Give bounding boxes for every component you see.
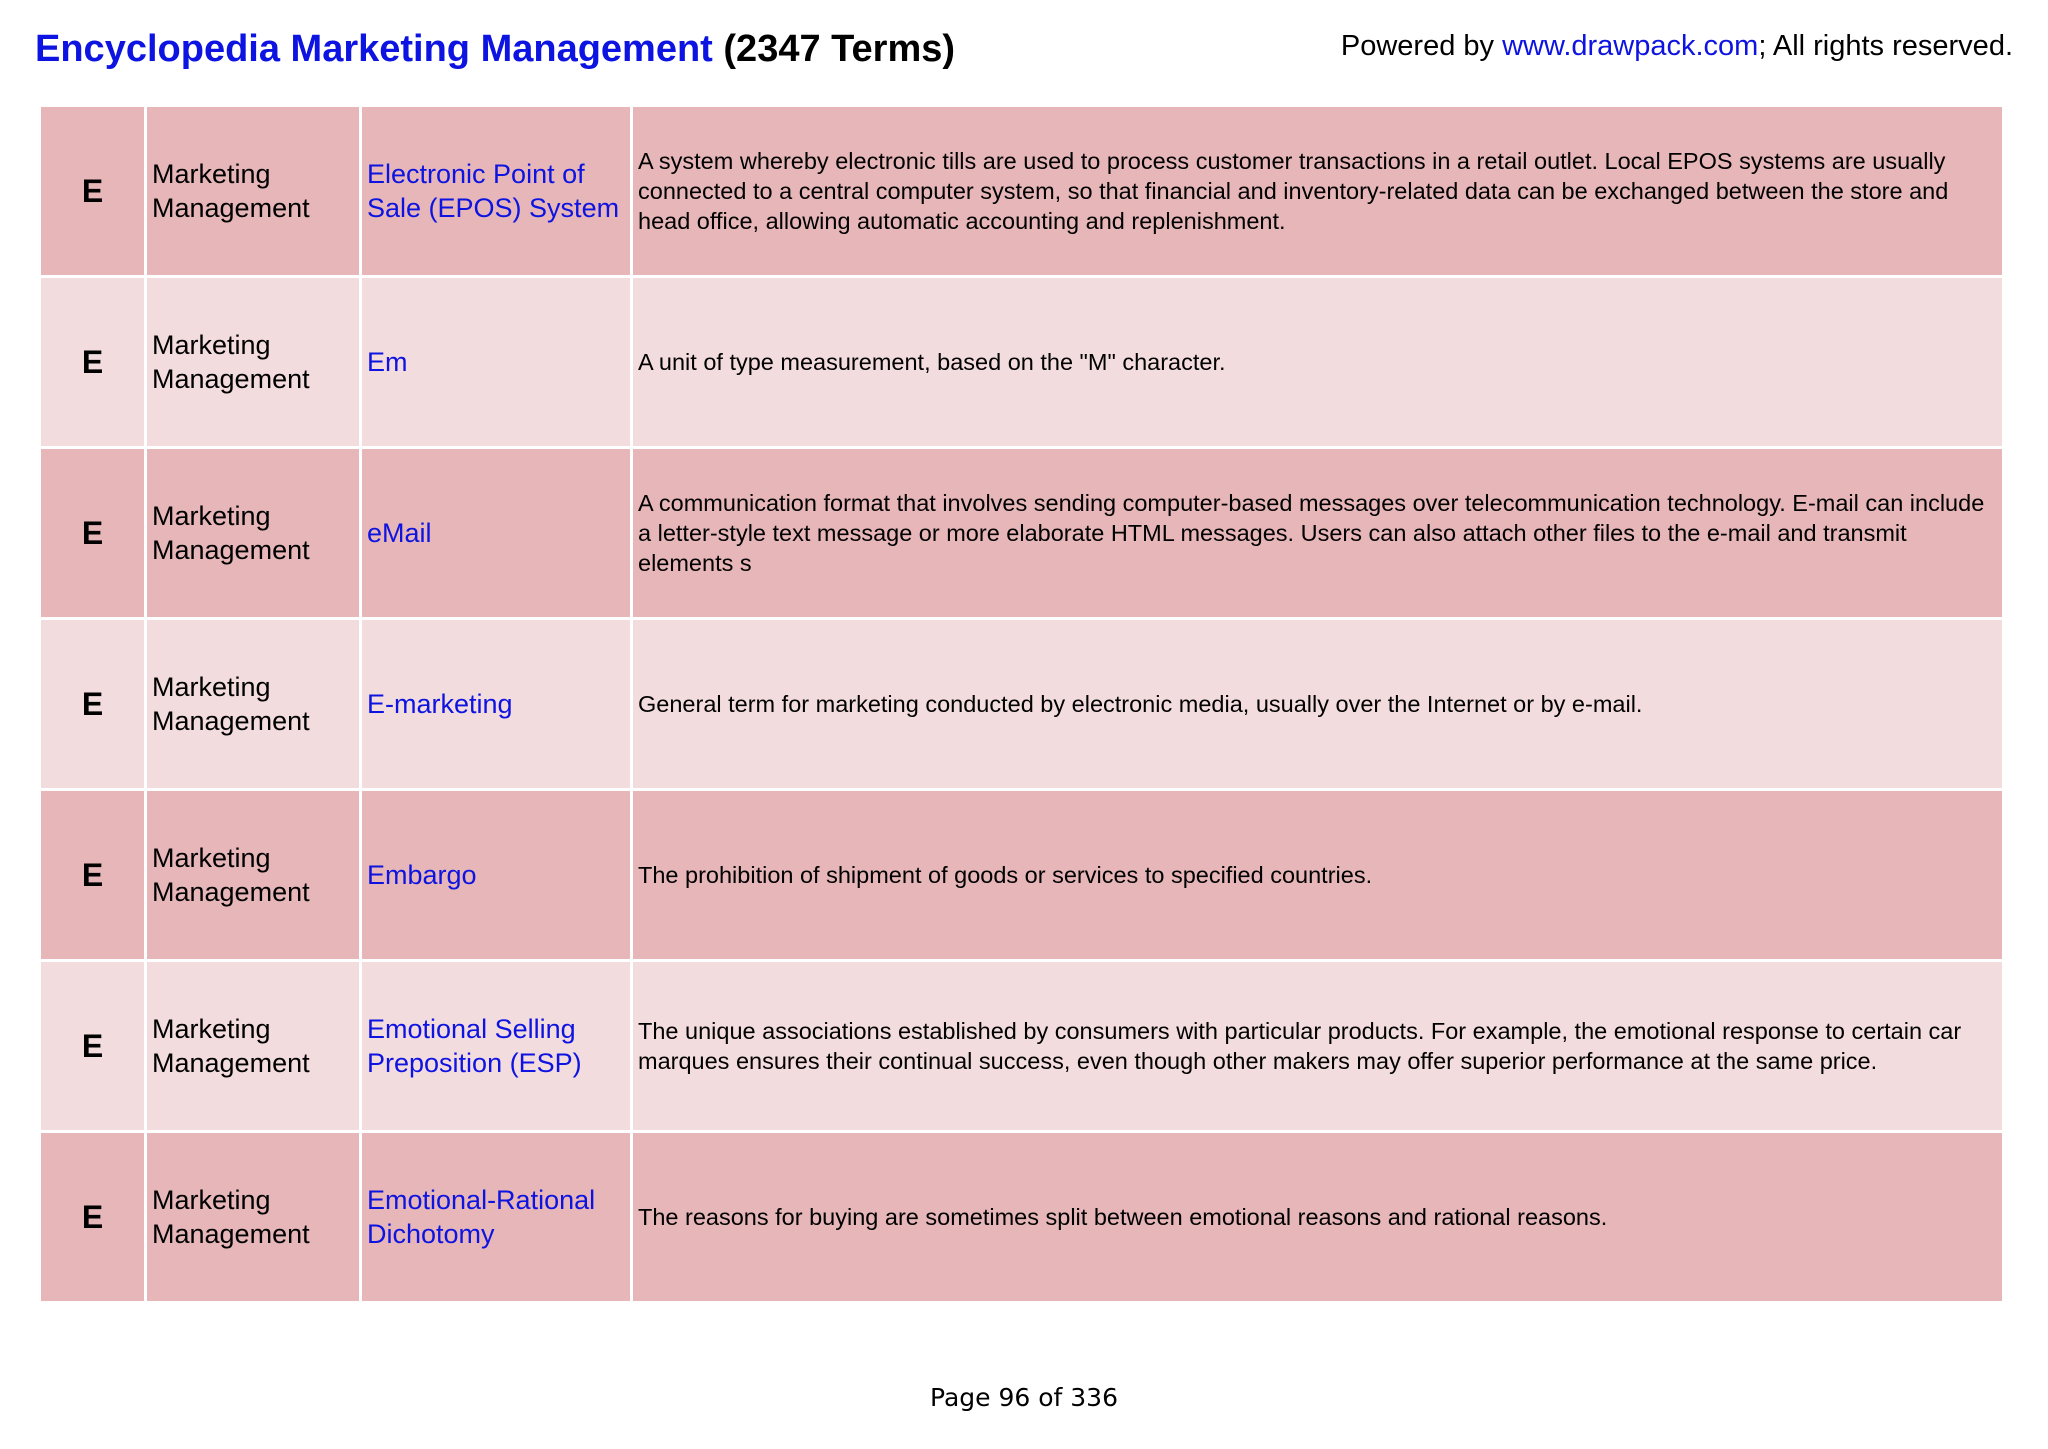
table-row — [40, 790, 2004, 961]
letter-cell: E — [40, 790, 146, 961]
table-row — [40, 1132, 2004, 1303]
letter-cell: E — [40, 448, 146, 619]
category-cell: Marketing Management — [146, 1132, 361, 1303]
term-link[interactable]: eMail — [361, 448, 632, 619]
definition-cell: The prohibition of shipment of goods or services to specified countries. — [632, 790, 2004, 961]
definition-cell: A unit of type measurement, based on the "M" character. — [632, 277, 2004, 448]
term-link[interactable]: Emotional-Rational Dichotomy — [361, 1132, 632, 1303]
term-link[interactable]: Electronic Point of Sale (EPOS) System — [361, 106, 632, 277]
definition-cell: The unique associations established by consumers with particular products. For example, the emotional response to certain car marques ensures their continual success, even though other makers may offer superior performance at the same price. — [632, 961, 2004, 1132]
page-title — [35, 28, 955, 71]
category-cell: Marketing Management — [146, 448, 361, 619]
letter-cell: E — [40, 1132, 146, 1303]
powered-suffix: ; All rights reserved. — [1758, 30, 2013, 62]
terms-table-container — [38, 104, 2002, 1304]
term-link[interactable]: Em — [361, 277, 632, 448]
definition-cell: A system whereby electronic tills are used to process customer transactions in a retail outlet. Local EPOS systems are usually connected to a central computer system, so that financial and inventory-related data can be exchanged between the store and head office, allowing automatic accounting and replenishment. — [632, 106, 2004, 277]
letter-cell: E — [40, 961, 146, 1132]
powered-prefix: Powered by — [1340, 30, 1503, 62]
definition-cell: A communication format that involves sending computer-based messages over telecommunication technology. E-mail can include a letter-style text message or more elaborate HTML messages. Users can also attach other files to the e-mail and transmit elements s — [632, 448, 2004, 619]
table-row — [40, 277, 2004, 448]
term-link[interactable]: E-marketing — [361, 619, 632, 790]
table-row — [40, 961, 2004, 1132]
category-cell: Marketing Management — [146, 961, 361, 1132]
letter-cell: E — [40, 619, 146, 790]
category-cell: Marketing Management — [146, 619, 361, 790]
category-cell: Marketing Management — [146, 277, 361, 448]
powered-by — [1341, 30, 2013, 63]
table-row — [40, 106, 2004, 277]
letter-cell: E — [40, 106, 146, 277]
category-cell: Marketing Management — [146, 790, 361, 961]
term-link[interactable]: Emotional Selling Preposition (ESP) — [361, 961, 632, 1132]
letter-cell: E — [40, 277, 146, 448]
drawpack-link[interactable]: www.drawpack.com — [1502, 30, 1759, 62]
definition-cell: General term for marketing conducted by electronic media, usually over the Internet or by e-mail. — [632, 619, 2004, 790]
category-cell: Marketing Management — [146, 106, 361, 277]
term-link[interactable]: Embargo — [361, 790, 632, 961]
page-number: Page 96 of 336 — [930, 1383, 1118, 1412]
definition-cell: The reasons for buying are sometimes split between emotional reasons and rational reasons. — [632, 1132, 2004, 1303]
table-row — [40, 619, 2004, 790]
title-term-count: (2347 Terms) — [723, 28, 956, 70]
table-row — [40, 448, 2004, 619]
terms-table — [38, 104, 2005, 1304]
title-main: Encyclopedia Marketing Management — [35, 28, 713, 70]
